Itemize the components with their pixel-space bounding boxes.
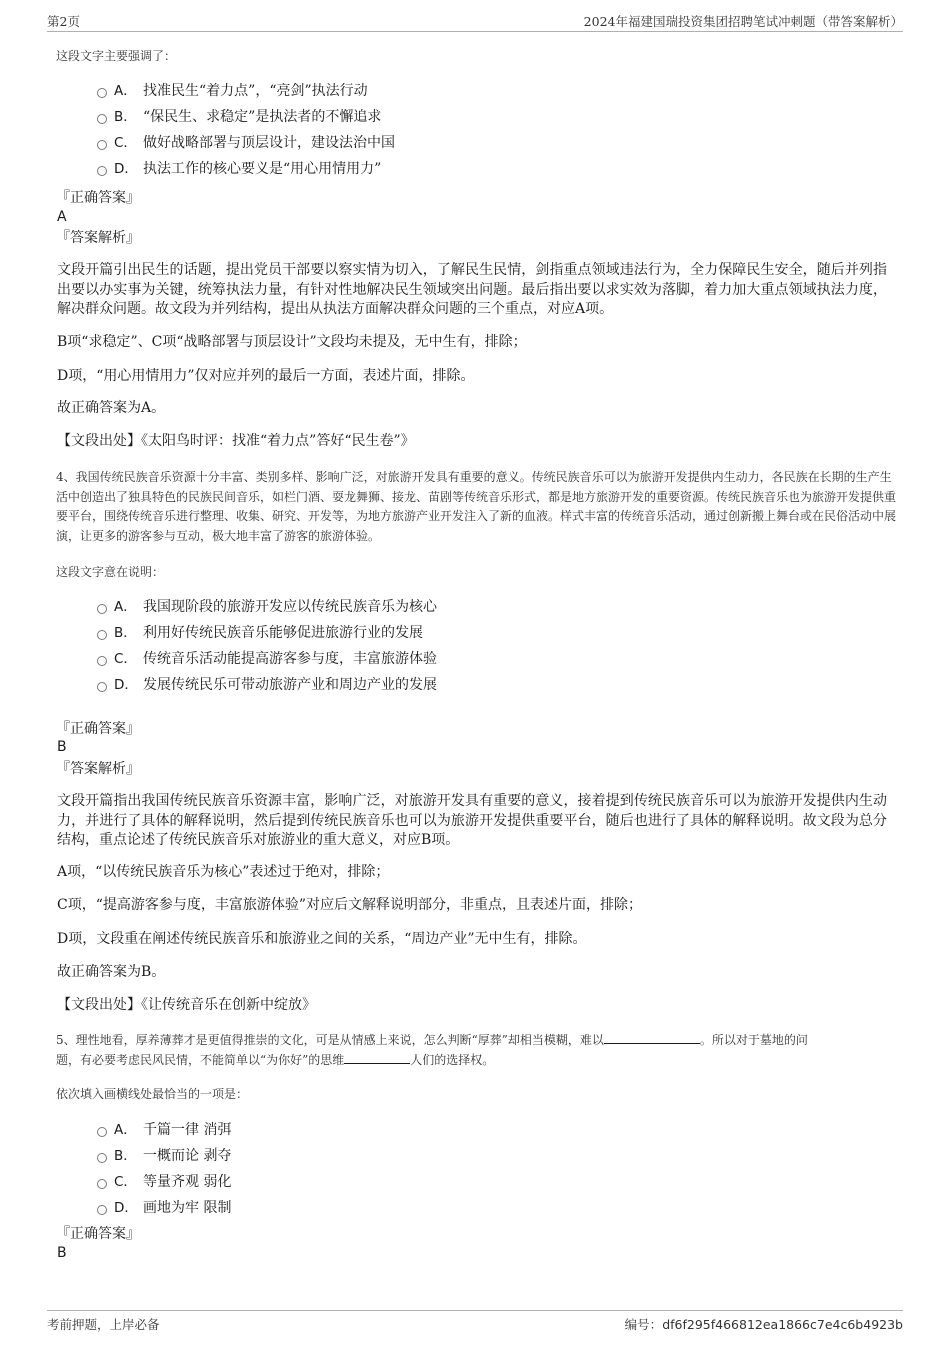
q4-conclusion: 故正确答案为B。 — [57, 964, 166, 980]
option-text: 画地为牢 限制 — [143, 1200, 232, 1216]
radio-icon[interactable] — [97, 88, 107, 98]
q3-source: 【文段出处】《太阳鸟时评：找准“着力点”答好“民生卷”》 — [57, 433, 415, 449]
q4-analysis: 文段开篇指出我国传统民族音乐资源丰富，影响广泛，对旅游开发具有重要的意义，接着提到传统民族音乐可以为旅游开发提供内生动力，并进行了具体的解释说明，然后提到传统民族音乐也可以为旅游开发提供重要平台，随后也进行了具体的解释说明。故文段为总分结构，重点论述了传统民族音乐对旅游业的重大意义，对应B项。 — [57, 793, 887, 848]
q3-conclusion: 故正确答案为A。 — [57, 400, 166, 416]
footer-slogan: 考前押题，上岸必备 — [47, 1317, 160, 1332]
option-letter: B． — [114, 1148, 137, 1164]
radio-icon[interactable] — [97, 630, 107, 640]
q3-analysis-b: B项“求稳定”、C项“战略部署与顶层设计”文段均未提及，无中生有，排除； — [57, 334, 527, 350]
q5-option-c[interactable] — [97, 1171, 231, 1193]
q5-answer: B — [57, 1245, 67, 1261]
q4-option-d[interactable] — [97, 674, 437, 696]
q3-answer: A — [57, 209, 67, 225]
option-letter: D． — [114, 677, 138, 693]
document-code — [625, 1315, 903, 1333]
option-text: 利用好传统民族音乐能够促进旅游行业的发展 — [143, 625, 423, 641]
option-text: 一概而论 剥夺 — [143, 1148, 232, 1164]
q3-option-a[interactable] — [97, 80, 368, 102]
option-letter: A． — [114, 1122, 137, 1138]
option-text: 我国现阶段的旅游开发应以传统民族音乐为核心 — [143, 599, 437, 615]
q4-answer: B — [57, 739, 67, 755]
option-letter: C． — [114, 651, 137, 667]
option-letter: B． — [114, 625, 137, 641]
q4-option-c[interactable] — [97, 648, 437, 670]
q5-passage — [56, 1031, 896, 1070]
fill-blank-2[interactable] — [344, 1051, 410, 1064]
q5-stem: 依次填入画横线处最恰当的一项是： — [56, 1087, 249, 1101]
radio-icon[interactable] — [97, 114, 107, 124]
option-text: 发展传统民乐可带动旅游产业和周边产业的发展 — [143, 677, 437, 693]
option-text: 做好战略部署与顶层设计，建设法治中国 — [143, 135, 395, 151]
q4-option-a[interactable] — [97, 596, 437, 618]
q4-answer-label: 『正确答案』 — [56, 721, 140, 737]
q5-option-a[interactable] — [97, 1119, 231, 1141]
option-text: 找准民生“着力点”，“亮剑”执法行动 — [143, 83, 368, 99]
q5-option-d[interactable] — [97, 1197, 231, 1219]
radio-icon[interactable] — [97, 682, 107, 692]
option-letter: D． — [114, 161, 138, 177]
q4-stem: 这段文字意在说明： — [56, 565, 165, 579]
option-letter: D． — [114, 1200, 138, 1216]
q5-option-b[interactable] — [97, 1145, 231, 1167]
q5-passage-part2: 。所以对于墓地的问 — [699, 1033, 808, 1047]
q4-analysis-c: C项，“提高游客参与度，丰富旅游体验”对应后文解释说明部分，非重点，且表述片面，排除； — [57, 897, 643, 913]
q5-answer-label: 『正确答案』 — [56, 1226, 140, 1242]
q4-analysis-d: D项，文段重在阐述传统民族音乐和旅游业之间的关系，“周边产业”无中生有，排除。 — [57, 931, 587, 947]
radio-icon[interactable] — [97, 1205, 107, 1215]
q3-analysis-d: D项，“用心用情用力”仅对应并列的最后一方面，表述片面，排除。 — [57, 368, 475, 384]
page-footer — [47, 1310, 903, 1333]
q3-option-b[interactable] — [97, 106, 381, 128]
option-text: 千篇一律 消弭 — [143, 1122, 232, 1138]
option-text: “保民生、求稳定”是执法者的不懈追求 — [143, 109, 382, 125]
option-letter: B． — [114, 109, 137, 125]
q4-passage: 4、我国传统民族音乐资源十分丰富、类别多样、影响广泛，对旅游开发具有重要的意义。传统民族音乐可以为旅游开发提供内生动力，各民族在长期的生产生活中创造出了独具特色的民族民间音乐，如栏门酒、耍龙舞狮、接龙、苗剧等传统音乐形式，都是地方旅游开发的重要资源。传统民族音乐也为旅游开发提供重要平台，围绕传统音乐进行整理、收集、研究、开发等，为地方旅游产业开发注入了新的血液。样式丰富的传统音乐活动，通过创新搬上舞台或在民俗活动中展演，让更多的游客参与互动，极大地丰富了游客的旅游体验。 — [56, 470, 897, 543]
q5-passage-part3: 题，有必要考虑民风民情，不能简单以“为你好”的思维 — [56, 1052, 345, 1067]
page-number: 第2页 — [47, 14, 80, 29]
code-value: df6f295f466812ea1866c7e4c6b4923b — [662, 1317, 903, 1332]
q4-analysis-label: 『答案解析』 — [56, 761, 140, 777]
option-text: 传统音乐活动能提高游客参与度，丰富旅游体验 — [143, 651, 437, 667]
option-letter: C． — [114, 135, 137, 151]
q3-option-c[interactable] — [97, 132, 395, 154]
q3-analysis: 文段开篇引出民生的话题，提出党员干部要以察实情为切入，了解民生民情，剑指重点领域违法行为，全力保障民生安全，随后并列指出要以办实事为关键，统筹执法力量，有针对性地解决民生领域突出问题。最后指出要以求实效为落脚，着力加大重点领域执法力度，解决群众问题。故文段为并列结构，提出从执法方面解决群众问题的三个重点，对应A项。 — [57, 262, 887, 317]
fill-blank-1[interactable] — [604, 1031, 700, 1044]
q3-analysis-label: 『答案解析』 — [56, 230, 140, 246]
q3-option-d[interactable] — [97, 158, 381, 180]
option-letter: C． — [114, 1174, 137, 1190]
q5-passage-part1: 5、理性地看，厚养薄葬才是更值得推崇的文化，可是从情感上来说，怎么判断“厚葬”却相当模糊，难以 — [56, 1033, 604, 1047]
option-letter: A． — [114, 83, 137, 99]
q4-option-b[interactable] — [97, 622, 423, 644]
radio-icon[interactable] — [97, 1127, 107, 1137]
option-text: 执法工作的核心要义是“用心用情用力” — [143, 161, 382, 177]
q5-passage-part4: 人们的选择权。 — [410, 1052, 495, 1067]
page-header — [47, 9, 903, 32]
option-text: 等量齐观 弱化 — [143, 1174, 232, 1190]
radio-icon[interactable] — [97, 656, 107, 666]
q3-answer-label: 『正确答案』 — [56, 190, 140, 206]
option-letter: A． — [114, 599, 137, 615]
q3-stem: 这段文字主要强调了： — [56, 49, 177, 63]
code-label: 编号： — [624, 1317, 663, 1332]
radio-icon[interactable] — [97, 140, 107, 150]
q4-source: 【文段出处】《让传统音乐在创新中绽放》 — [57, 997, 316, 1013]
radio-icon[interactable] — [97, 166, 107, 176]
radio-icon[interactable] — [97, 1153, 107, 1163]
radio-icon[interactable] — [97, 604, 107, 614]
document-title: 2024年福建国瑞投资集团招聘笔试冲刺题（带答案解析） — [583, 14, 903, 29]
q4-analysis-a: A项，“以传统民族音乐为核心”表述过于绝对，排除； — [57, 864, 390, 880]
radio-icon[interactable] — [97, 1179, 107, 1189]
